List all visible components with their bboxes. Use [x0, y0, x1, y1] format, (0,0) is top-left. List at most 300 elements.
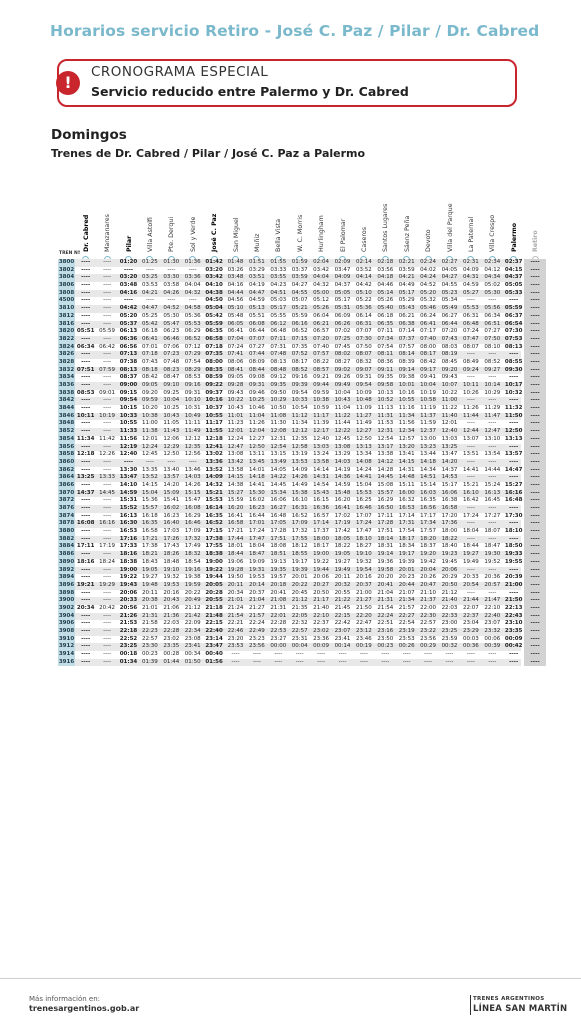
- time-cell: 21:50: [355, 604, 372, 611]
- time-cell: 06:48: [462, 320, 479, 327]
- station-label: [510, 200, 520, 252]
- time-cell: 16:08: [184, 505, 201, 511]
- time-cell: 21:31: [141, 612, 158, 619]
- time-cell: 16:48: [270, 512, 287, 519]
- time-cell: 14:53: [441, 474, 458, 481]
- time-cell: 12:54: [377, 435, 394, 442]
- logo-text-bottom: LÍNEA SAN MARTÍN: [473, 1004, 568, 1014]
- time-cell: ----: [103, 612, 112, 619]
- time-cell: ----: [524, 321, 546, 329]
- time-cell: 08:03: [441, 343, 458, 350]
- time-cell: 00:28: [163, 651, 180, 658]
- train-number: 3884: [58, 543, 75, 550]
- time-cell: ----: [81, 297, 91, 304]
- time-cell: 07:44: [248, 351, 265, 358]
- time-cell: 11:59: [420, 420, 437, 427]
- time-cell: 13:51: [462, 451, 479, 458]
- time-cell: ----: [338, 658, 347, 665]
- time-cell: 06:24: [420, 312, 437, 319]
- time-cell: 20:16: [163, 589, 180, 596]
- time-cell: 23:25: [441, 628, 458, 634]
- time-cell: 11:11: [184, 420, 201, 427]
- train-number: 3806: [58, 282, 75, 289]
- train-number: 3816: [58, 320, 75, 327]
- train-number: 3874: [58, 512, 75, 519]
- time-cell: 05:51: [248, 312, 265, 319]
- time-cell: 15:21: [205, 489, 223, 496]
- time-cell: 13:35: [141, 466, 158, 473]
- time-cell: ----: [103, 528, 112, 535]
- time-cell: 17:26: [163, 535, 180, 542]
- time-cell: 11:47: [484, 412, 501, 419]
- time-cell: 06:18: [377, 312, 394, 319]
- time-cell: ----: [103, 651, 112, 658]
- time-cell: 17:14: [398, 512, 415, 519]
- time-cell: 20:50: [441, 581, 458, 588]
- time-cell: ----: [488, 297, 497, 304]
- time-cell: 08:13: [504, 343, 523, 350]
- time-cell: 04:37: [334, 282, 351, 289]
- time-cell: 11:17: [313, 412, 330, 419]
- time-cell: 12:45: [334, 435, 351, 442]
- time-cell: 06:23: [163, 328, 180, 335]
- time-cell: 22:18: [119, 628, 138, 634]
- time-cell: 08:53: [184, 374, 201, 381]
- time-cell: 07:11: [270, 335, 287, 342]
- time-cell: 07:01: [141, 343, 158, 350]
- time-cell: ----: [103, 335, 112, 342]
- table-row: [58, 335, 540, 344]
- time-cell: 15:34: [270, 489, 287, 496]
- time-cell: 11:09: [355, 405, 372, 412]
- time-cell: 13:08: [227, 451, 244, 458]
- time-cell: 11:40: [441, 412, 458, 419]
- route-subtitle: Trenes de Dr. Cabred / Pilar / José C. Paz a Palermo: [51, 147, 366, 160]
- table-row: [58, 597, 540, 605]
- time-cell: ----: [524, 305, 546, 313]
- time-cell: ----: [103, 259, 112, 265]
- time-cell: 11:26: [462, 405, 479, 412]
- time-cell: ----: [509, 474, 519, 481]
- time-cell: 22:43: [504, 612, 523, 619]
- time-cell: ----: [488, 520, 497, 527]
- time-cell: 08:13: [119, 366, 138, 373]
- time-cell: 17:20: [441, 512, 458, 519]
- time-cell: 19:54: [355, 566, 372, 573]
- train-number: 3828: [58, 358, 75, 365]
- time-cell: 13:52: [141, 474, 158, 481]
- time-cell: 10:52: [377, 397, 394, 404]
- time-cell: 10:25: [248, 397, 265, 404]
- time-cell: 07:50: [355, 343, 372, 350]
- time-cell: 09:01: [99, 389, 116, 396]
- time-cell: 19:59: [184, 581, 201, 588]
- time-cell: 15:27: [504, 481, 523, 488]
- time-cell: 11:39: [313, 420, 330, 427]
- time-cell: 19:10: [355, 551, 372, 558]
- footer-url[interactable]: trenesargentinos.gob.ar: [29, 1004, 140, 1013]
- time-cell: 07:57: [313, 351, 330, 358]
- time-cell: ----: [81, 535, 91, 542]
- time-cell: 03:59: [398, 266, 415, 273]
- time-cell: 04:16: [227, 282, 244, 289]
- time-cell: ----: [488, 443, 497, 450]
- time-cell: 16:18: [141, 512, 158, 519]
- time-cell: 17:09: [291, 520, 308, 527]
- time-cell: 16:10: [462, 489, 479, 496]
- time-cell: 22:53: [270, 628, 287, 634]
- table-row: [58, 282, 540, 290]
- time-cell: 06:57: [313, 328, 330, 335]
- time-cell: 07:57: [398, 343, 415, 350]
- time-cell: 17:21: [141, 535, 158, 542]
- time-cell: 23:46: [355, 635, 372, 642]
- time-cell: 06:26: [334, 320, 351, 327]
- time-cell: 03:29: [248, 266, 265, 273]
- time-cell: 23:00: [441, 620, 458, 627]
- time-cell: 04:42: [355, 282, 372, 289]
- time-cell: 20:27: [313, 581, 330, 588]
- train-number-label: TREN Nº: [59, 251, 81, 256]
- time-cell: 16:44: [248, 512, 265, 519]
- time-cell: 05:20: [119, 312, 138, 319]
- time-cell: 07:30: [504, 328, 523, 335]
- time-cell: 18:16: [119, 551, 138, 558]
- train-number: 3820: [58, 328, 75, 335]
- time-cell: 23:12: [355, 628, 372, 634]
- time-cell: ----: [103, 466, 112, 473]
- time-cell: ----: [103, 297, 112, 304]
- time-cell: 20:38: [141, 597, 158, 604]
- station-name: W. C. Morris: [296, 214, 304, 252]
- time-cell: 23:08: [184, 635, 201, 642]
- time-cell: 13:33: [99, 474, 116, 481]
- time-cell: ----: [103, 274, 112, 281]
- time-cell: 12:34: [398, 428, 415, 435]
- time-cell: 14:01: [248, 466, 265, 473]
- time-cell: 23:47: [205, 643, 223, 650]
- time-cell: 07:15: [291, 335, 308, 342]
- time-cell: 04:19: [248, 282, 265, 289]
- time-cell: 13:23: [420, 443, 437, 450]
- time-cell: ----: [509, 658, 519, 665]
- time-cell: 13:03: [441, 435, 458, 442]
- time-cell: 07:14: [398, 328, 415, 335]
- time-cell: 03:56: [377, 266, 394, 273]
- time-cell: 15:04: [355, 481, 372, 488]
- time-cell: ----: [466, 374, 475, 381]
- time-cell: 13:36: [205, 458, 223, 465]
- time-cell: ----: [488, 651, 497, 658]
- time-cell: 11:43: [163, 428, 180, 435]
- time-cell: 07:35: [205, 351, 223, 358]
- time-cell: 12:40: [441, 428, 458, 435]
- time-cell: 08:53: [76, 389, 95, 396]
- table-row: [58, 543, 540, 551]
- time-cell: ----: [509, 420, 519, 427]
- time-cell: 11:27: [355, 412, 372, 419]
- time-cell: ----: [81, 282, 91, 289]
- time-cell: 10:43: [227, 405, 244, 412]
- time-cell: ----: [167, 266, 176, 273]
- time-cell: 14:24: [355, 466, 372, 473]
- time-cell: ----: [103, 443, 112, 450]
- time-cell: 08:57: [313, 366, 330, 373]
- time-cell: 16:30: [119, 520, 138, 527]
- time-cell: ----: [103, 374, 112, 381]
- time-cell: 19:50: [227, 574, 244, 581]
- train-number: 3856: [58, 443, 75, 450]
- time-cell: 01:50: [184, 658, 201, 665]
- time-cell: 05:27: [462, 289, 479, 296]
- time-cell: ----: [488, 658, 497, 665]
- table-row: [58, 566, 540, 575]
- time-cell: 18:04: [248, 543, 265, 550]
- time-cell: 20:45: [291, 589, 308, 596]
- time-cell: 22:28: [270, 620, 287, 627]
- time-cell: 13:40: [163, 466, 180, 473]
- time-cell: 22:07: [462, 604, 479, 611]
- time-cell: 10:32: [504, 389, 523, 396]
- time-cell: 17:42: [334, 528, 351, 535]
- time-cell: ----: [524, 444, 546, 452]
- time-cell: 18:07: [484, 528, 501, 535]
- time-cell: 18:24: [99, 558, 116, 565]
- time-cell: 09:44: [313, 382, 330, 388]
- time-cell: 05:56: [484, 305, 501, 312]
- time-cell: 11:22: [441, 405, 458, 412]
- time-cell: 03:51: [248, 274, 265, 281]
- time-cell: ----: [509, 589, 519, 596]
- time-cell: ----: [81, 635, 91, 642]
- time-cell: 13:29: [334, 451, 351, 458]
- station-label: [103, 200, 113, 252]
- time-cell: ----: [524, 351, 546, 359]
- time-cell: 01:39: [141, 658, 158, 665]
- time-cell: ----: [381, 651, 390, 658]
- time-cell: 08:00: [420, 343, 437, 350]
- time-cell: 06:41: [141, 335, 158, 342]
- time-cell: ----: [231, 651, 240, 658]
- time-cell: 15:57: [141, 505, 158, 511]
- time-cell: ----: [524, 490, 546, 498]
- time-cell: 13:44: [420, 451, 437, 458]
- time-cell: 07:40: [313, 343, 330, 350]
- time-cell: 01:55: [270, 259, 287, 265]
- time-cell: 17:32: [291, 528, 308, 535]
- time-cell: ----: [524, 543, 546, 551]
- time-cell: 19:22: [119, 574, 138, 581]
- time-cell: 10:48: [355, 397, 372, 404]
- time-cell: 18:21: [141, 551, 158, 558]
- time-cell: 06:34: [484, 312, 501, 319]
- time-cell: 07:13: [119, 351, 138, 358]
- time-cell: 08:13: [270, 358, 287, 365]
- time-cell: 21:04: [377, 589, 394, 596]
- time-cell: 07:11: [377, 328, 394, 335]
- time-cell: 14:41: [462, 466, 479, 473]
- time-cell: 22:20: [355, 612, 372, 619]
- time-cell: 15:21: [462, 481, 479, 488]
- time-cell: 10:59: [313, 405, 330, 412]
- time-cell: 05:23: [441, 289, 458, 296]
- time-cell: ----: [81, 612, 91, 619]
- time-cell: 00:14: [334, 643, 351, 650]
- time-cell: 09:41: [420, 374, 437, 381]
- time-cell: 00:06: [484, 635, 501, 642]
- time-cell: 18:27: [355, 543, 372, 550]
- time-cell: 22:46: [227, 628, 244, 634]
- time-cell: ----: [524, 643, 546, 651]
- time-cell: 12:24: [227, 435, 244, 442]
- time-cell: 20:37: [248, 589, 265, 596]
- time-cell: 20:26: [420, 574, 437, 581]
- table-row: [58, 266, 540, 275]
- time-cell: 06:42: [99, 343, 116, 350]
- time-cell: 07:27: [484, 328, 501, 335]
- time-cell: ----: [103, 512, 112, 519]
- time-cell: 14:36: [334, 474, 351, 481]
- time-cell: 20:28: [205, 589, 223, 596]
- time-cell: 00:39: [484, 643, 501, 650]
- time-cell: 16:46: [184, 520, 201, 527]
- time-cell: 10:33: [119, 412, 138, 419]
- time-cell: ----: [524, 282, 546, 290]
- time-cell: 11:04: [248, 412, 265, 419]
- time-cell: 22:37: [313, 620, 330, 627]
- time-cell: 20:23: [398, 574, 415, 581]
- time-cell: 04:52: [163, 305, 180, 312]
- time-cell: 10:33: [291, 397, 308, 404]
- time-cell: 16:58: [141, 528, 158, 535]
- time-cell: 11:26: [248, 420, 265, 427]
- time-cell: 21:17: [313, 597, 330, 604]
- time-cell: 22:10: [313, 612, 330, 619]
- time-cell: 13:42: [227, 458, 244, 465]
- time-cell: 16:40: [163, 520, 180, 527]
- time-cell: 10:04: [334, 389, 351, 396]
- time-cell: ----: [445, 651, 454, 658]
- time-cell: 13:13: [355, 443, 372, 450]
- time-cell: 20:47: [420, 581, 437, 588]
- time-cell: 01:51: [248, 259, 265, 265]
- time-cell: 18:38: [205, 551, 223, 558]
- station-name: Pilar: [125, 235, 133, 252]
- time-cell: 21:00: [504, 581, 523, 588]
- time-cell: 08:17: [420, 351, 437, 358]
- time-cell: 18:43: [141, 558, 158, 565]
- time-cell: 09:10: [163, 382, 180, 388]
- time-cell: 21:31: [270, 604, 287, 611]
- time-cell: ----: [295, 658, 304, 665]
- station-label: [167, 200, 177, 252]
- time-cell: 22:57: [420, 620, 437, 627]
- time-cell: 10:07: [441, 382, 458, 388]
- time-cell: 00:09: [504, 635, 523, 642]
- time-cell: 00:23: [141, 651, 158, 658]
- time-cell: 18:12: [291, 543, 308, 550]
- time-cell: 03:48: [227, 274, 244, 281]
- time-cell: 10:19: [99, 412, 116, 419]
- time-cell: 17:01: [248, 520, 265, 527]
- time-cell: 19:23: [441, 551, 458, 558]
- time-cell: 19:39: [291, 566, 308, 573]
- time-cell: ----: [524, 613, 546, 621]
- time-cell: ----: [145, 458, 154, 465]
- time-cell: 12:50: [248, 443, 265, 450]
- time-cell: 04:42: [119, 305, 138, 312]
- time-cell: 07:35: [291, 343, 308, 350]
- time-cell: 17:09: [184, 528, 201, 535]
- time-cell: 11:34: [398, 412, 415, 419]
- time-cell: 01:34: [119, 658, 138, 665]
- station-name: Sáenz Peña: [403, 215, 411, 252]
- time-cell: 04:23: [270, 282, 287, 289]
- time-cell: ----: [509, 520, 519, 527]
- table-row: [58, 412, 540, 421]
- time-cell: 11:08: [270, 412, 287, 419]
- time-cell: 17:24: [462, 512, 479, 519]
- time-cell: 07:52: [291, 351, 308, 358]
- time-cell: ----: [524, 259, 546, 267]
- time-cell: ----: [81, 312, 91, 319]
- time-cell: ----: [524, 359, 546, 367]
- station-label: [125, 200, 135, 252]
- time-cell: 15:38: [291, 489, 308, 496]
- time-cell: 18:44: [462, 543, 479, 550]
- time-cell: 22:15: [205, 620, 223, 627]
- train-number: 3882: [58, 535, 75, 542]
- train-number: 3854: [58, 435, 75, 442]
- time-cell: 08:45: [441, 358, 458, 365]
- time-cell: 04:38: [205, 289, 223, 296]
- time-cell: 10:38: [313, 397, 330, 404]
- time-cell: ----: [466, 566, 475, 573]
- time-cell: 23:53: [227, 643, 244, 650]
- time-cell: 06:16: [291, 320, 308, 327]
- time-cell: 07:43: [141, 358, 158, 365]
- time-cell: 14:34: [420, 466, 437, 473]
- time-cell: 19:27: [141, 574, 158, 581]
- train-number: 3852: [58, 428, 75, 435]
- station-label: [189, 200, 199, 252]
- time-cell: 05:46: [420, 305, 437, 312]
- station-name: Caseros: [360, 227, 368, 252]
- time-cell: 15:41: [163, 497, 180, 504]
- time-cell: 14:51: [420, 474, 437, 481]
- time-cell: 17:24: [248, 528, 265, 535]
- time-cell: ----: [103, 382, 112, 388]
- time-cell: 08:27: [334, 358, 351, 365]
- time-cell: 19:39: [398, 558, 415, 565]
- time-cell: 22:24: [377, 612, 394, 619]
- time-cell: ----: [103, 628, 112, 634]
- time-cell: 21:57: [248, 612, 265, 619]
- time-cell: 01:59: [291, 259, 308, 265]
- table-row: [58, 635, 540, 644]
- time-cell: 07:31: [270, 343, 287, 350]
- time-cell: 17:07: [355, 512, 372, 519]
- time-cell: 04:04: [184, 282, 201, 289]
- time-cell: ----: [167, 458, 176, 465]
- time-cell: 23:27: [270, 635, 287, 642]
- table-row: [58, 397, 540, 405]
- time-cell: 09:54: [119, 397, 138, 404]
- time-cell: 16:15: [313, 497, 330, 504]
- time-cell: 16:25: [355, 497, 372, 504]
- time-cell: 14:22: [270, 474, 287, 481]
- time-cell: 16:31: [291, 505, 308, 511]
